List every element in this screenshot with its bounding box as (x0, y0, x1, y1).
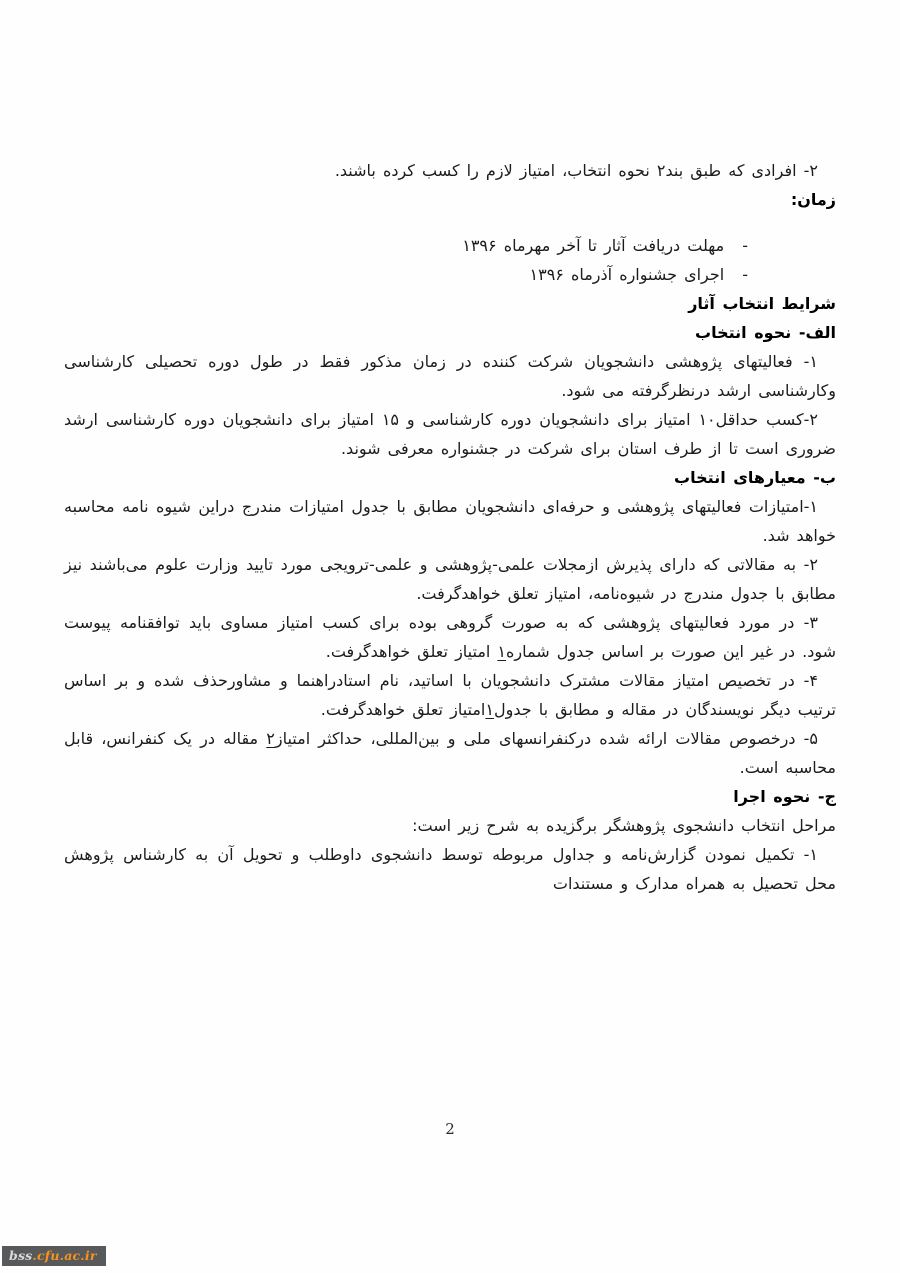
section-b-item-3 (64, 608, 836, 666)
item-text: امتیاز تعلق خواهدگرفت. (320, 700, 486, 719)
dash-marker: - (742, 236, 748, 255)
watermark-domain: .cfu.ac.ir (32, 1248, 97, 1263)
item-text: مقاله در یک کنفرانس، قابل محاسبه است. (64, 729, 836, 777)
section-c-heading: ج- نحوه اجرا (733, 787, 836, 806)
section-b-item-5 (64, 724, 836, 782)
item-text: ۵- درخصوص مقالات ارائه شده درکنفرانسهای ملی و بین‌المللی، حداکثر امتیاز (274, 729, 819, 748)
underlined-number: ۲ (266, 729, 275, 748)
section-a-heading: الف- نحوه انتخاب (695, 323, 836, 342)
underlined-number: ۱ (497, 642, 507, 661)
watermark-prefix: bss (9, 1248, 33, 1263)
section-b-item-2: ۲- به مقالاتی که دارای پذیرش ازمجلات علمی-پژوهشی و علمی-ترویجی مورد تایید وزارت علوم می‌باشند نیز مطابق با جدول مندرج در شیوه‌نامه، امتیاز تعلق خواهدگرفت. (64, 555, 836, 603)
time-list-item (64, 231, 748, 260)
section-a-item-2: ۲-کسب حداقل۱۰ امتیاز برای دانشجویان دوره کارشناسی و ۱۵ امتیاز برای دانشجویان دوره کارشناسی ارشد ضروری است تا از طرف استان برای شرکت در جشنواره معرفی شوند. (64, 410, 836, 458)
time-list-item (64, 260, 748, 289)
section-c-intro: مراحل انتخاب دانشجوی پژوهشگر برگزیده به شرح زیر است: (412, 816, 836, 835)
section-a-item-1: ۱- فعالیتهای پژوهشی دانشجویان شرکت کننده در زمان مذکور فقط در طول دوره تحصیلی کارشناسی وکارشناسی ارشد درنظرگرفته می شود. (64, 352, 836, 400)
item-text: ۳- در مورد فعالیتهای پژوهشی که به صورت گروهی بوده برای کسب امتیاز مساوی باید توافقنامه پیوست شود. در غیر این صورت بر اساس جدول شماره (64, 613, 836, 661)
underlined-number: ۱ (485, 700, 494, 719)
page-number: 2 (445, 1120, 455, 1138)
time-list-item-text: اجرای جشنواره آذرماه ۱۳۹۶ (529, 265, 725, 284)
dash-marker: - (742, 265, 748, 284)
conditions-heading: شرایط انتخاب آثار (688, 294, 836, 313)
section-c-item-1: ۱- تکمیل نمودن گزارش‌نامه و جداول مربوطه توسط دانشجوی داوطلب و تحویل آن به کارشناس پژوهش محل تحصیل به همراه مدارک و مستندات (64, 845, 836, 893)
item-text: امتیاز تعلق خواهدگرفت. (325, 642, 498, 661)
time-list (64, 231, 748, 289)
watermark-badge (2, 1246, 106, 1266)
section-b-heading: ب- معیارهای انتخاب (674, 468, 836, 487)
section-b-item-1: ۱-امتیازات فعالیتهای پژوهشی و حرفه‌ای دانشجویان مطابق با جدول امتیازات مندرج دراین شیوه نامه محاسبه خواهد شد. (64, 497, 836, 545)
item-text: ۴- در تخصیص امتیاز مقالات مشترک دانشجویان با اساتید، نام استادراهنما و مشاورحذف شده و بر اساس ترتیب دیگر نویسندگان در مقاله و مطابق با جدول (64, 671, 836, 719)
time-section-heading: زمان: (790, 190, 836, 209)
section-b-item-4 (64, 666, 836, 724)
carryover-list-item: ۲- افرادی که طبق بند۲ نحوه انتخاب، امتیاز لازم را کسب کرده باشند. (334, 161, 818, 180)
time-list-item-text: مهلت دریافت آثار تا آخر مهرماه ۱۳۹۶ (462, 236, 725, 255)
